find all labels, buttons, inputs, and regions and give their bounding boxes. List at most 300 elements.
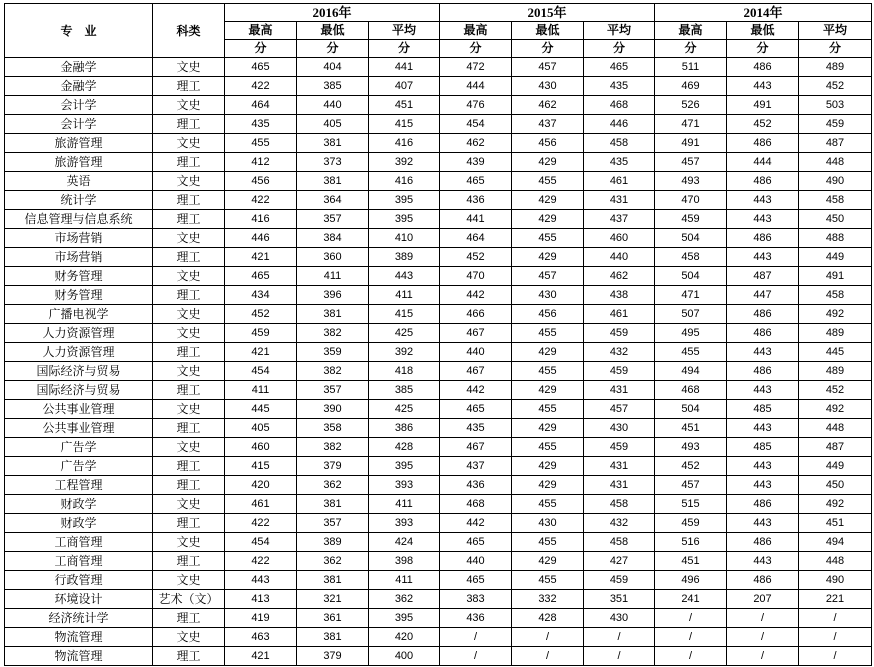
score-cell[interactable]: 452 [799, 381, 872, 400]
score-cell[interactable]: 449 [799, 248, 872, 267]
category-cell[interactable]: 文史 [153, 628, 225, 647]
score-cell[interactable]: 458 [655, 248, 727, 267]
score-cell[interactable]: 400 [369, 647, 440, 666]
major-cell[interactable]: 财政学 [5, 495, 153, 514]
score-cell[interactable]: 485 [727, 400, 799, 419]
score-cell[interactable]: 422 [225, 77, 297, 96]
major-cell[interactable]: 财务管理 [5, 267, 153, 286]
score-cell[interactable]: 429 [512, 248, 584, 267]
score-cell[interactable]: 476 [440, 96, 512, 115]
score-cell[interactable]: 461 [584, 305, 655, 324]
score-cell[interactable]: 422 [225, 191, 297, 210]
score-cell[interactable]: 384 [297, 229, 369, 248]
score-cell[interactable]: 491 [799, 267, 872, 286]
score-cell[interactable]: 459 [584, 571, 655, 590]
score-cell[interactable]: 504 [655, 267, 727, 286]
major-cell[interactable]: 物流管理 [5, 647, 153, 666]
score-cell[interactable]: 472 [440, 58, 512, 77]
score-cell[interactable]: 321 [297, 590, 369, 609]
category-cell[interactable]: 文史 [153, 58, 225, 77]
score-cell[interactable]: 443 [727, 248, 799, 267]
score-cell[interactable]: 416 [369, 172, 440, 191]
score-cell[interactable]: / [655, 628, 727, 647]
category-cell[interactable]: 理工 [153, 248, 225, 267]
score-cell[interactable]: 456 [512, 305, 584, 324]
score-cell[interactable]: 492 [799, 495, 872, 514]
score-cell[interactable]: 446 [225, 229, 297, 248]
score-cell[interactable]: 461 [584, 172, 655, 191]
score-cell[interactable]: 382 [297, 362, 369, 381]
score-cell[interactable]: 362 [297, 552, 369, 571]
score-cell[interactable]: 357 [297, 381, 369, 400]
score-cell[interactable]: 415 [225, 457, 297, 476]
score-cell[interactable]: 465 [440, 172, 512, 191]
score-cell[interactable]: 421 [225, 248, 297, 267]
score-cell[interactable]: 395 [369, 210, 440, 229]
score-cell[interactable]: 455 [512, 571, 584, 590]
score-cell[interactable]: 362 [369, 590, 440, 609]
score-cell[interactable]: 440 [584, 248, 655, 267]
score-cell[interactable]: 458 [799, 191, 872, 210]
score-cell[interactable]: 492 [799, 400, 872, 419]
score-cell[interactable]: 463 [225, 628, 297, 647]
score-cell[interactable]: 459 [584, 324, 655, 343]
score-cell[interactable]: 436 [440, 476, 512, 495]
score-cell[interactable]: 452 [225, 305, 297, 324]
score-cell[interactable]: 451 [369, 96, 440, 115]
score-cell[interactable]: 395 [369, 191, 440, 210]
major-cell[interactable]: 工程管理 [5, 476, 153, 495]
score-cell[interactable]: 429 [512, 476, 584, 495]
score-cell[interactable]: 441 [369, 58, 440, 77]
score-cell[interactable]: 410 [369, 229, 440, 248]
score-cell[interactable]: 435 [225, 115, 297, 134]
score-cell[interactable]: 458 [584, 533, 655, 552]
score-cell[interactable]: 458 [799, 286, 872, 305]
score-cell[interactable]: 494 [655, 362, 727, 381]
score-cell[interactable]: 471 [655, 115, 727, 134]
major-cell[interactable]: 环境设计 [5, 590, 153, 609]
score-cell[interactable]: 386 [369, 419, 440, 438]
major-cell[interactable]: 公共事业管理 [5, 400, 153, 419]
score-cell[interactable]: 383 [440, 590, 512, 609]
score-cell[interactable]: 465 [440, 400, 512, 419]
score-cell[interactable]: 460 [584, 229, 655, 248]
score-cell[interactable]: 431 [584, 476, 655, 495]
major-cell[interactable]: 会计学 [5, 96, 153, 115]
score-cell[interactable]: 392 [369, 153, 440, 172]
major-cell[interactable]: 国际经济与贸易 [5, 381, 153, 400]
score-cell[interactable]: 496 [655, 571, 727, 590]
score-cell[interactable]: 486 [727, 571, 799, 590]
score-cell[interactable]: 429 [512, 153, 584, 172]
score-cell[interactable]: 359 [297, 343, 369, 362]
score-cell[interactable]: 381 [297, 305, 369, 324]
score-cell[interactable]: 450 [799, 210, 872, 229]
score-cell[interactable]: 207 [727, 590, 799, 609]
major-cell[interactable]: 人力资源管理 [5, 343, 153, 362]
score-cell[interactable]: 429 [512, 343, 584, 362]
score-cell[interactable]: 461 [225, 495, 297, 514]
score-cell[interactable]: 469 [655, 77, 727, 96]
score-cell[interactable]: 443 [727, 210, 799, 229]
score-cell[interactable]: 411 [369, 286, 440, 305]
score-cell[interactable]: 445 [799, 343, 872, 362]
score-cell[interactable]: 385 [297, 77, 369, 96]
score-cell[interactable]: 443 [727, 77, 799, 96]
score-cell[interactable]: 428 [512, 609, 584, 628]
score-cell[interactable]: / [584, 628, 655, 647]
category-cell[interactable]: 文史 [153, 96, 225, 115]
score-cell[interactable]: 437 [440, 457, 512, 476]
score-cell[interactable]: / [584, 647, 655, 666]
score-cell[interactable]: 458 [584, 134, 655, 153]
score-cell[interactable]: 459 [655, 210, 727, 229]
score-cell[interactable]: 465 [440, 571, 512, 590]
score-cell[interactable]: 405 [297, 115, 369, 134]
score-cell[interactable]: 451 [799, 514, 872, 533]
score-cell[interactable]: 425 [369, 400, 440, 419]
score-cell[interactable]: 456 [225, 172, 297, 191]
score-cell[interactable]: 526 [655, 96, 727, 115]
score-cell[interactable]: 490 [799, 571, 872, 590]
category-cell[interactable]: 理工 [153, 457, 225, 476]
score-cell[interactable]: 360 [297, 248, 369, 267]
score-cell[interactable]: 455 [512, 495, 584, 514]
score-cell[interactable]: 431 [584, 457, 655, 476]
score-cell[interactable]: 424 [369, 533, 440, 552]
score-cell[interactable]: 441 [440, 210, 512, 229]
score-cell[interactable]: 491 [727, 96, 799, 115]
score-cell[interactable]: 448 [799, 153, 872, 172]
category-cell[interactable]: 文史 [153, 495, 225, 514]
score-cell[interactable]: 467 [440, 438, 512, 457]
score-cell[interactable]: 415 [369, 305, 440, 324]
score-cell[interactable]: / [727, 647, 799, 666]
score-cell[interactable]: 411 [369, 571, 440, 590]
score-cell[interactable]: 381 [297, 628, 369, 647]
score-cell[interactable]: 395 [369, 457, 440, 476]
major-cell[interactable]: 财政学 [5, 514, 153, 533]
score-cell[interactable]: 429 [512, 419, 584, 438]
score-cell[interactable]: 455 [512, 533, 584, 552]
score-cell[interactable]: 455 [225, 134, 297, 153]
major-cell[interactable]: 物流管理 [5, 628, 153, 647]
score-cell[interactable]: 422 [225, 552, 297, 571]
score-cell[interactable]: 431 [584, 191, 655, 210]
category-cell[interactable]: 艺术（文） [153, 590, 225, 609]
score-cell[interactable]: 429 [512, 457, 584, 476]
score-cell[interactable]: 396 [297, 286, 369, 305]
score-cell[interactable]: 407 [369, 77, 440, 96]
category-cell[interactable]: 理工 [153, 343, 225, 362]
score-cell[interactable]: 411 [369, 495, 440, 514]
score-cell[interactable]: 373 [297, 153, 369, 172]
category-cell[interactable]: 文史 [153, 134, 225, 153]
score-cell[interactable]: / [440, 628, 512, 647]
category-cell[interactable]: 理工 [153, 419, 225, 438]
score-cell[interactable]: 444 [727, 153, 799, 172]
score-cell[interactable]: 444 [440, 77, 512, 96]
score-cell[interactable]: 452 [440, 248, 512, 267]
score-cell[interactable]: 411 [225, 381, 297, 400]
score-cell[interactable]: 429 [512, 210, 584, 229]
category-cell[interactable]: 文史 [153, 324, 225, 343]
score-cell[interactable]: 221 [799, 590, 872, 609]
major-cell[interactable]: 公共事业管理 [5, 419, 153, 438]
score-cell[interactable]: 457 [655, 153, 727, 172]
score-cell[interactable]: 462 [440, 134, 512, 153]
score-cell[interactable]: 454 [440, 115, 512, 134]
score-cell[interactable]: 487 [727, 267, 799, 286]
score-cell[interactable]: 495 [655, 324, 727, 343]
score-cell[interactable]: 511 [655, 58, 727, 77]
score-cell[interactable]: 445 [225, 400, 297, 419]
major-cell[interactable]: 人力资源管理 [5, 324, 153, 343]
category-cell[interactable]: 理工 [153, 609, 225, 628]
score-cell[interactable]: 395 [369, 609, 440, 628]
score-cell[interactable]: 486 [727, 495, 799, 514]
score-cell[interactable]: 486 [727, 533, 799, 552]
score-cell[interactable]: / [440, 647, 512, 666]
score-cell[interactable]: 494 [799, 533, 872, 552]
score-cell[interactable]: 460 [225, 438, 297, 457]
score-cell[interactable]: / [799, 628, 872, 647]
score-cell[interactable]: 468 [655, 381, 727, 400]
score-cell[interactable]: 455 [512, 172, 584, 191]
score-cell[interactable]: 455 [512, 438, 584, 457]
score-cell[interactable]: 442 [440, 514, 512, 533]
score-cell[interactable]: 459 [799, 115, 872, 134]
score-cell[interactable]: 452 [727, 115, 799, 134]
score-cell[interactable]: / [512, 628, 584, 647]
score-cell[interactable]: 413 [225, 590, 297, 609]
score-cell[interactable]: 464 [225, 96, 297, 115]
category-cell[interactable]: 文史 [153, 362, 225, 381]
score-cell[interactable]: 241 [655, 590, 727, 609]
category-cell[interactable]: 文史 [153, 438, 225, 457]
score-cell[interactable]: 515 [655, 495, 727, 514]
score-cell[interactable]: 398 [369, 552, 440, 571]
category-cell[interactable]: 文史 [153, 571, 225, 590]
major-cell[interactable]: 市场营销 [5, 229, 153, 248]
score-cell[interactable]: 392 [369, 343, 440, 362]
score-cell[interactable]: 493 [655, 438, 727, 457]
score-cell[interactable]: 467 [440, 324, 512, 343]
score-cell[interactable]: 468 [440, 495, 512, 514]
score-cell[interactable]: 443 [225, 571, 297, 590]
score-cell[interactable]: 435 [584, 77, 655, 96]
score-cell[interactable]: 457 [512, 267, 584, 286]
score-cell[interactable]: 393 [369, 514, 440, 533]
score-cell[interactable]: 443 [727, 381, 799, 400]
score-cell[interactable]: 419 [225, 609, 297, 628]
score-cell[interactable]: / [799, 609, 872, 628]
score-cell[interactable]: 490 [799, 172, 872, 191]
major-cell[interactable]: 英语 [5, 172, 153, 191]
score-cell[interactable]: 516 [655, 533, 727, 552]
score-cell[interactable]: 455 [512, 400, 584, 419]
score-cell[interactable]: 443 [369, 267, 440, 286]
score-cell[interactable]: 442 [440, 381, 512, 400]
major-cell[interactable]: 经济统计学 [5, 609, 153, 628]
score-cell[interactable]: 462 [584, 267, 655, 286]
score-cell[interactable]: 390 [297, 400, 369, 419]
score-cell[interactable]: 379 [297, 457, 369, 476]
score-cell[interactable]: 452 [799, 77, 872, 96]
score-cell[interactable]: 486 [727, 229, 799, 248]
score-cell[interactable]: 455 [512, 229, 584, 248]
score-cell[interactable]: 459 [225, 324, 297, 343]
score-cell[interactable]: 457 [655, 476, 727, 495]
major-cell[interactable]: 广告学 [5, 438, 153, 457]
category-cell[interactable]: 文史 [153, 533, 225, 552]
score-cell[interactable]: 486 [727, 134, 799, 153]
score-cell[interactable]: 467 [440, 362, 512, 381]
score-cell[interactable]: 503 [799, 96, 872, 115]
category-cell[interactable]: 文史 [153, 267, 225, 286]
major-cell[interactable]: 工商管理 [5, 552, 153, 571]
score-cell[interactable]: 434 [225, 286, 297, 305]
score-cell[interactable]: 443 [727, 552, 799, 571]
score-cell[interactable]: 404 [297, 58, 369, 77]
score-cell[interactable]: 416 [225, 210, 297, 229]
score-cell[interactable]: 443 [727, 457, 799, 476]
score-cell[interactable]: 465 [225, 267, 297, 286]
score-cell[interactable]: 389 [369, 248, 440, 267]
score-cell[interactable]: 422 [225, 514, 297, 533]
score-cell[interactable]: 457 [584, 400, 655, 419]
score-cell[interactable]: 470 [655, 191, 727, 210]
score-cell[interactable]: 425 [369, 324, 440, 343]
major-cell[interactable]: 统计学 [5, 191, 153, 210]
score-cell[interactable]: 486 [727, 172, 799, 191]
score-cell[interactable]: 455 [512, 362, 584, 381]
score-cell[interactable]: 418 [369, 362, 440, 381]
score-cell[interactable]: 362 [297, 476, 369, 495]
score-cell[interactable]: 332 [512, 590, 584, 609]
score-cell[interactable]: 393 [369, 476, 440, 495]
score-cell[interactable]: 440 [440, 552, 512, 571]
major-cell[interactable]: 金融学 [5, 77, 153, 96]
score-cell[interactable]: 439 [440, 153, 512, 172]
score-cell[interactable]: 507 [655, 305, 727, 324]
score-cell[interactable]: / [655, 609, 727, 628]
score-cell[interactable]: 416 [369, 134, 440, 153]
score-cell[interactable]: 486 [727, 58, 799, 77]
score-cell[interactable]: 454 [225, 533, 297, 552]
score-cell[interactable]: 440 [440, 343, 512, 362]
score-cell[interactable]: 389 [297, 533, 369, 552]
category-cell[interactable]: 理工 [153, 191, 225, 210]
score-cell[interactable]: 381 [297, 495, 369, 514]
score-cell[interactable]: 456 [512, 134, 584, 153]
score-cell[interactable]: 429 [512, 552, 584, 571]
score-cell[interactable]: 443 [727, 343, 799, 362]
score-cell[interactable]: 492 [799, 305, 872, 324]
score-cell[interactable]: 379 [297, 647, 369, 666]
score-cell[interactable]: 432 [584, 343, 655, 362]
score-cell[interactable]: 411 [297, 267, 369, 286]
score-cell[interactable]: 462 [512, 96, 584, 115]
score-cell[interactable]: 486 [727, 362, 799, 381]
score-cell[interactable]: 358 [297, 419, 369, 438]
score-cell[interactable]: 451 [655, 419, 727, 438]
category-cell[interactable]: 理工 [153, 514, 225, 533]
major-cell[interactable]: 国际经济与贸易 [5, 362, 153, 381]
score-cell[interactable]: / [512, 647, 584, 666]
score-cell[interactable]: 435 [440, 419, 512, 438]
score-cell[interactable]: 489 [799, 58, 872, 77]
major-cell[interactable]: 市场营销 [5, 248, 153, 267]
score-cell[interactable]: 458 [584, 495, 655, 514]
score-cell[interactable]: 420 [369, 628, 440, 647]
score-cell[interactable]: 465 [440, 533, 512, 552]
score-cell[interactable]: 381 [297, 571, 369, 590]
score-cell[interactable]: 446 [584, 115, 655, 134]
score-cell[interactable]: 486 [727, 305, 799, 324]
score-cell[interactable]: 487 [799, 438, 872, 457]
category-cell[interactable]: 理工 [153, 381, 225, 400]
category-cell[interactable]: 理工 [153, 115, 225, 134]
score-cell[interactable]: 485 [727, 438, 799, 457]
category-cell[interactable]: 文史 [153, 305, 225, 324]
category-cell[interactable]: 理工 [153, 476, 225, 495]
score-cell[interactable]: 442 [440, 286, 512, 305]
score-cell[interactable]: 489 [799, 324, 872, 343]
category-cell[interactable]: 理工 [153, 210, 225, 229]
score-cell[interactable]: 382 [297, 324, 369, 343]
major-cell[interactable]: 广告学 [5, 457, 153, 476]
score-cell[interactable]: 429 [512, 191, 584, 210]
score-cell[interactable]: 471 [655, 286, 727, 305]
major-cell[interactable]: 行政管理 [5, 571, 153, 590]
category-cell[interactable]: 理工 [153, 286, 225, 305]
score-cell[interactable]: 448 [799, 552, 872, 571]
major-cell[interactable]: 广播电视学 [5, 305, 153, 324]
score-cell[interactable]: 459 [584, 438, 655, 457]
score-cell[interactable]: 382 [297, 438, 369, 457]
score-cell[interactable]: 436 [440, 609, 512, 628]
score-cell[interactable]: 486 [727, 324, 799, 343]
score-cell[interactable]: 447 [727, 286, 799, 305]
score-cell[interactable]: 430 [584, 419, 655, 438]
score-cell[interactable]: 443 [727, 514, 799, 533]
score-cell[interactable]: 428 [369, 438, 440, 457]
score-cell[interactable]: 451 [655, 552, 727, 571]
score-cell[interactable]: / [727, 628, 799, 647]
score-cell[interactable]: 429 [512, 381, 584, 400]
score-cell[interactable]: 430 [584, 609, 655, 628]
score-cell[interactable]: 432 [584, 514, 655, 533]
score-cell[interactable]: / [655, 647, 727, 666]
score-cell[interactable]: 448 [799, 419, 872, 438]
score-cell[interactable]: 450 [799, 476, 872, 495]
score-cell[interactable]: 435 [584, 153, 655, 172]
score-cell[interactable]: 457 [512, 58, 584, 77]
score-cell[interactable]: 466 [440, 305, 512, 324]
score-cell[interactable]: 440 [297, 96, 369, 115]
score-cell[interactable]: 427 [584, 552, 655, 571]
score-cell[interactable]: 436 [440, 191, 512, 210]
score-cell[interactable]: 470 [440, 267, 512, 286]
score-cell[interactable]: 504 [655, 229, 727, 248]
score-cell[interactable]: / [727, 609, 799, 628]
score-cell[interactable]: 351 [584, 590, 655, 609]
score-cell[interactable]: 412 [225, 153, 297, 172]
score-cell[interactable]: 437 [512, 115, 584, 134]
score-cell[interactable]: 437 [584, 210, 655, 229]
